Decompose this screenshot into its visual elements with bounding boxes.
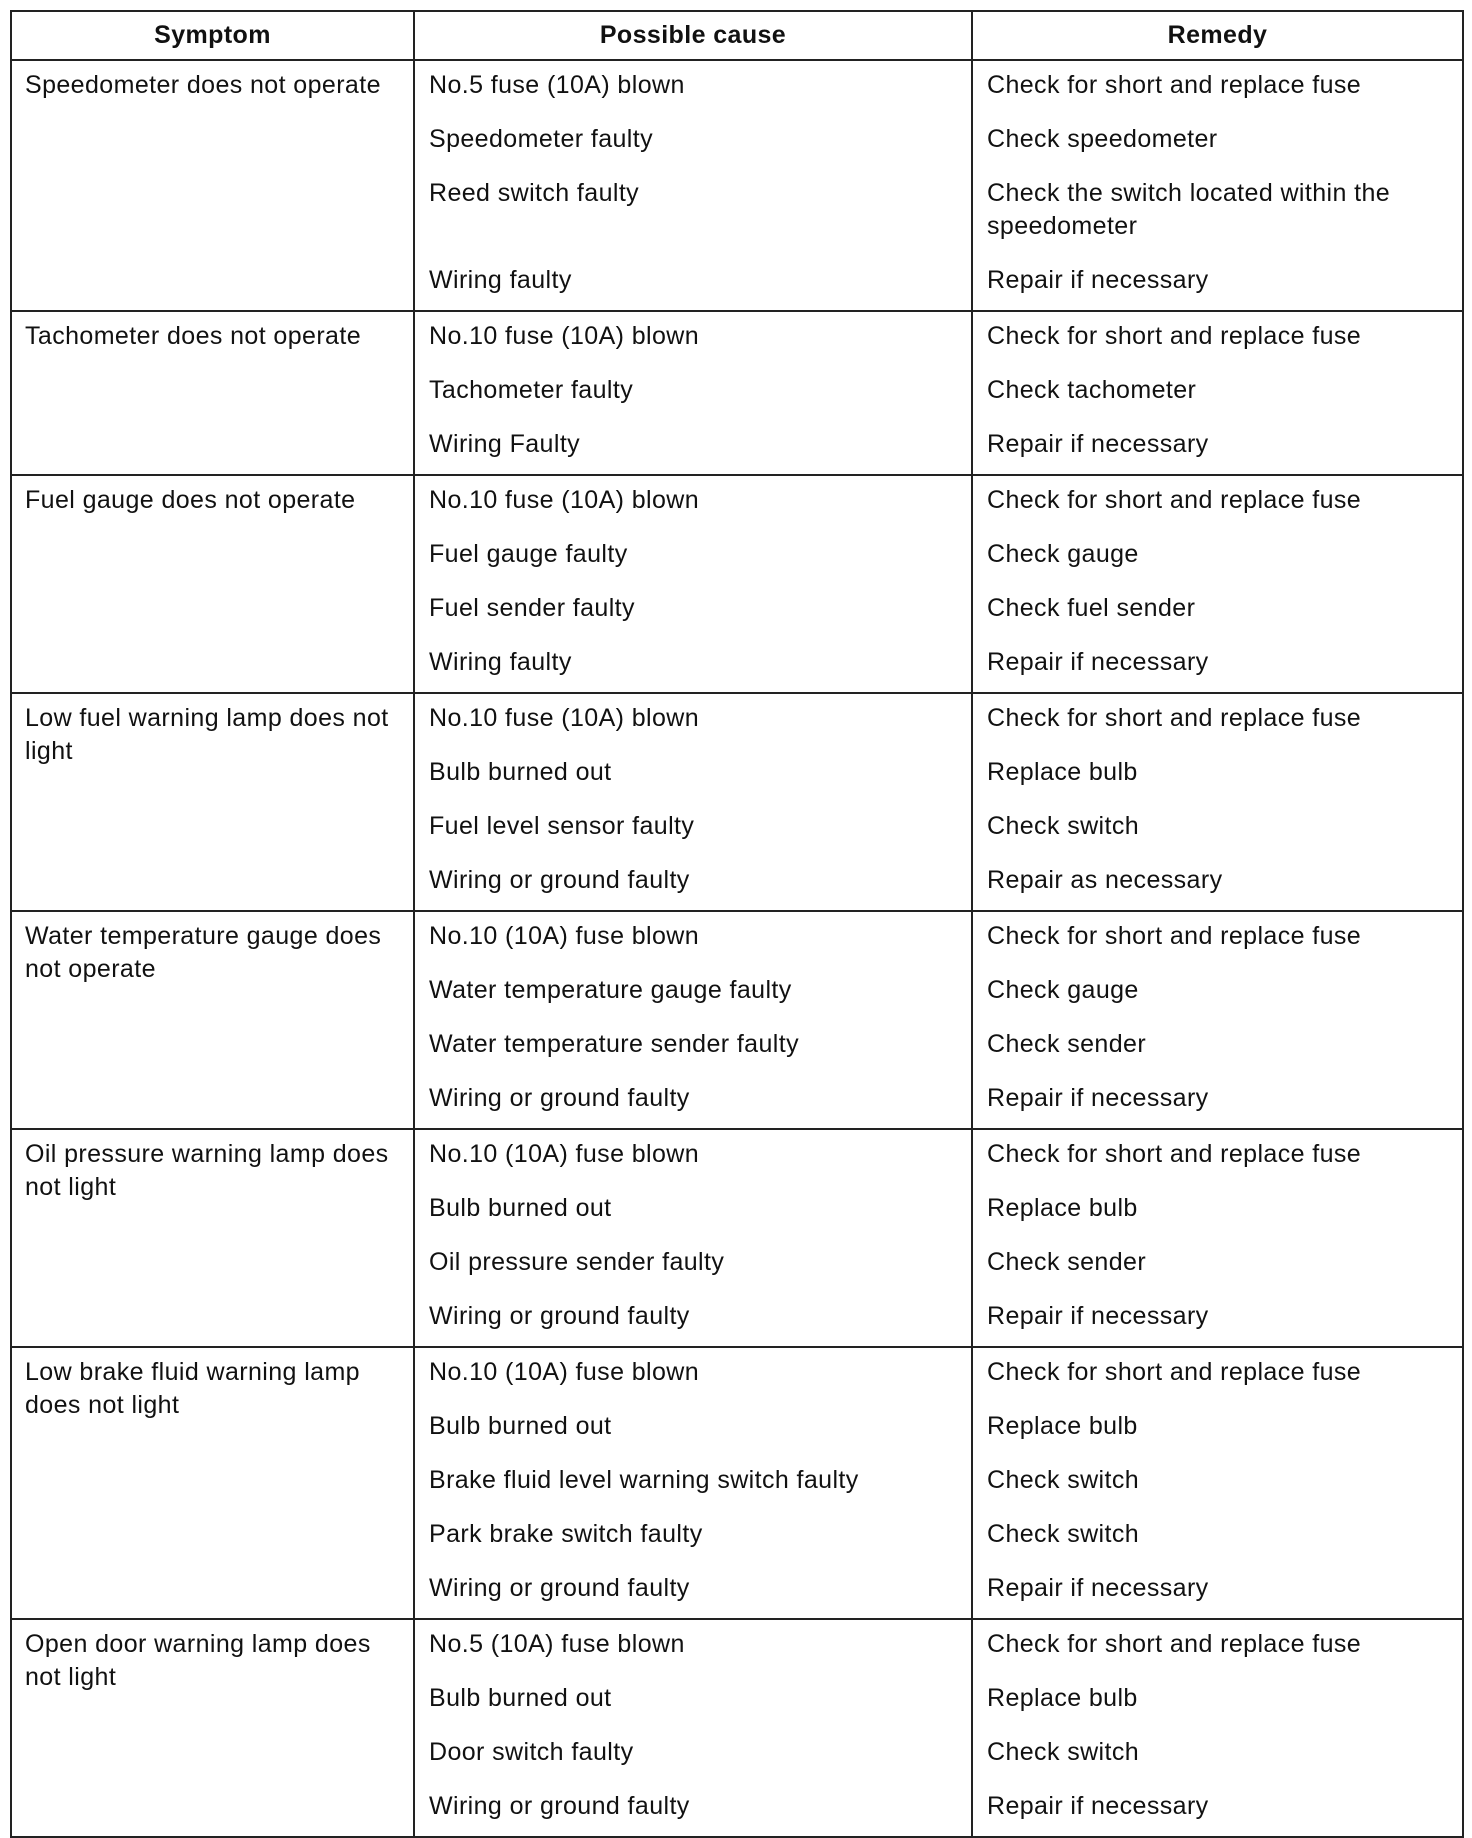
remedy-item: Check switch [987,1466,1140,1494]
cause-item: Fuel level sensor faulty [429,812,695,840]
table-row [11,911,1463,1129]
table-body [11,60,1463,1837]
cause-item: Bulb burned out [429,1684,612,1712]
symptom-text: Open door warning lamp does not light [25,1630,371,1691]
header-remedy: Remedy [972,11,1463,60]
remedy-cell [972,1619,1463,1837]
cause-item: Reed switch faulty [429,179,640,207]
cause-item: Brake fluid level warning switch faulty [429,1466,859,1494]
cause-item: Wiring or ground faulty [429,1302,690,1330]
troubleshooting-table [10,10,1464,1838]
remedy-item: Replace bulb [987,1194,1138,1222]
remedy-item: Replace bulb [987,1412,1138,1440]
table-row [11,1347,1463,1619]
remedy-item: Check for short and replace fuse [987,322,1362,350]
symptom-text: Water temperature gauge does not operate [25,922,382,983]
cause-item: Wiring or ground faulty [429,1574,690,1602]
remedy-item: Check for short and replace fuse [987,486,1362,514]
possible-cause-cell [414,311,972,475]
symptom-text: Low fuel warning lamp does not light [25,704,389,765]
cause-item: Wiring or ground faulty [429,866,690,894]
table-row [11,1619,1463,1837]
possible-cause-cell [414,475,972,693]
cause-item: Oil pressure sender faulty [429,1248,725,1276]
remedy-cell [972,311,1463,475]
symptom-cell [11,311,414,475]
remedy-item: Check for short and replace fuse [987,922,1362,950]
cause-item: Bulb burned out [429,1412,612,1440]
remedy-item: Check for short and replace fuse [987,1140,1362,1168]
remedy-item: Check switch [987,1738,1140,1766]
table-row [11,693,1463,911]
cause-item: No.10 (10A) fuse blown [429,922,700,950]
symptom-cell [11,693,414,911]
remedy-item: Repair if necessary [987,1574,1209,1602]
symptom-cell [11,911,414,1129]
remedy-cell [972,911,1463,1129]
remedy-item: Check the switch located within the speedometer [987,179,1391,240]
remedy-item: Check gauge [987,976,1139,1004]
remedy-item: Check for short and replace fuse [987,1630,1362,1658]
remedy-item: Check switch [987,1520,1140,1548]
remedy-item: Check for short and replace fuse [987,704,1362,732]
cause-item: No.10 fuse (10A) blown [429,486,700,514]
table-row [11,1129,1463,1347]
cause-item: No.10 fuse (10A) blown [429,322,700,350]
cause-item: No.10 (10A) fuse blown [429,1140,700,1168]
table-header [11,11,1463,60]
symptom-cell [11,1129,414,1347]
remedy-item: Repair if necessary [987,266,1209,294]
remedy-cell [972,693,1463,911]
remedy-item: Repair as necessary [987,866,1223,894]
remedy-item: Check sender [987,1030,1147,1058]
table-row [11,475,1463,693]
symptom-text: Low brake fluid warning lamp does not light [25,1358,360,1419]
remedy-item: Repair if necessary [987,1302,1209,1330]
possible-cause-cell [414,911,972,1129]
cause-item: Door switch faulty [429,1738,634,1766]
cause-item: Wiring Faulty [429,430,581,458]
remedy-item: Repair if necessary [987,648,1209,676]
symptom-text: Fuel gauge does not operate [25,486,356,514]
cause-item: Park brake switch faulty [429,1520,703,1548]
symptom-cell [11,475,414,693]
remedy-item: Repair if necessary [987,1792,1209,1820]
remedy-item: Replace bulb [987,1684,1138,1712]
cause-item: No.10 (10A) fuse blown [429,1358,700,1386]
possible-cause-cell [414,60,972,311]
symptom-text: Tachometer does not operate [25,322,362,350]
remedy-cell [972,475,1463,693]
cause-item: Water temperature sender faulty [429,1030,799,1058]
possible-cause-cell [414,1129,972,1347]
possible-cause-cell [414,693,972,911]
cause-item: Water temperature gauge faulty [429,976,792,1004]
cause-item: Wiring or ground faulty [429,1792,690,1820]
cause-item: Bulb burned out [429,1194,612,1222]
remedy-cell [972,1129,1463,1347]
remedy-item: Check switch [987,812,1140,840]
remedy-item: Check speedometer [987,125,1218,153]
symptom-cell [11,1347,414,1619]
header-symptom: Symptom [11,11,414,60]
remedy-item: Check tachometer [987,376,1197,404]
remedy-item: Check for short and replace fuse [987,71,1362,99]
cause-item: Bulb burned out [429,758,612,786]
cause-item: Speedometer faulty [429,125,653,153]
cause-item: No.5 (10A) fuse blown [429,1630,685,1658]
remedy-item: Repair if necessary [987,1084,1209,1112]
symptom-text: Oil pressure warning lamp does not light [25,1140,389,1201]
table-row [11,60,1463,311]
cause-item: Fuel sender faulty [429,594,635,622]
cause-item: Wiring faulty [429,648,572,676]
cause-item: Wiring faulty [429,266,572,294]
cause-item: No.10 fuse (10A) blown [429,704,700,732]
symptom-text: Speedometer does not operate [25,71,381,99]
possible-cause-cell [414,1347,972,1619]
remedy-item: Check gauge [987,540,1139,568]
symptom-cell [11,1619,414,1837]
remedy-item: Check sender [987,1248,1147,1276]
symptom-cell [11,60,414,311]
cause-item: Tachometer faulty [429,376,634,404]
remedy-item: Check for short and replace fuse [987,1358,1362,1386]
remedy-item: Check fuel sender [987,594,1196,622]
remedy-item: Repair if necessary [987,430,1209,458]
cause-item: No.5 fuse (10A) blown [429,71,685,99]
header-possible-cause: Possible cause [414,11,972,60]
remedy-cell [972,1347,1463,1619]
table-row [11,311,1463,475]
remedy-item: Replace bulb [987,758,1138,786]
possible-cause-cell [414,1619,972,1837]
remedy-cell [972,60,1463,311]
cause-item: Wiring or ground faulty [429,1084,690,1112]
header-row [11,11,1463,60]
cause-item: Fuel gauge faulty [429,540,628,568]
